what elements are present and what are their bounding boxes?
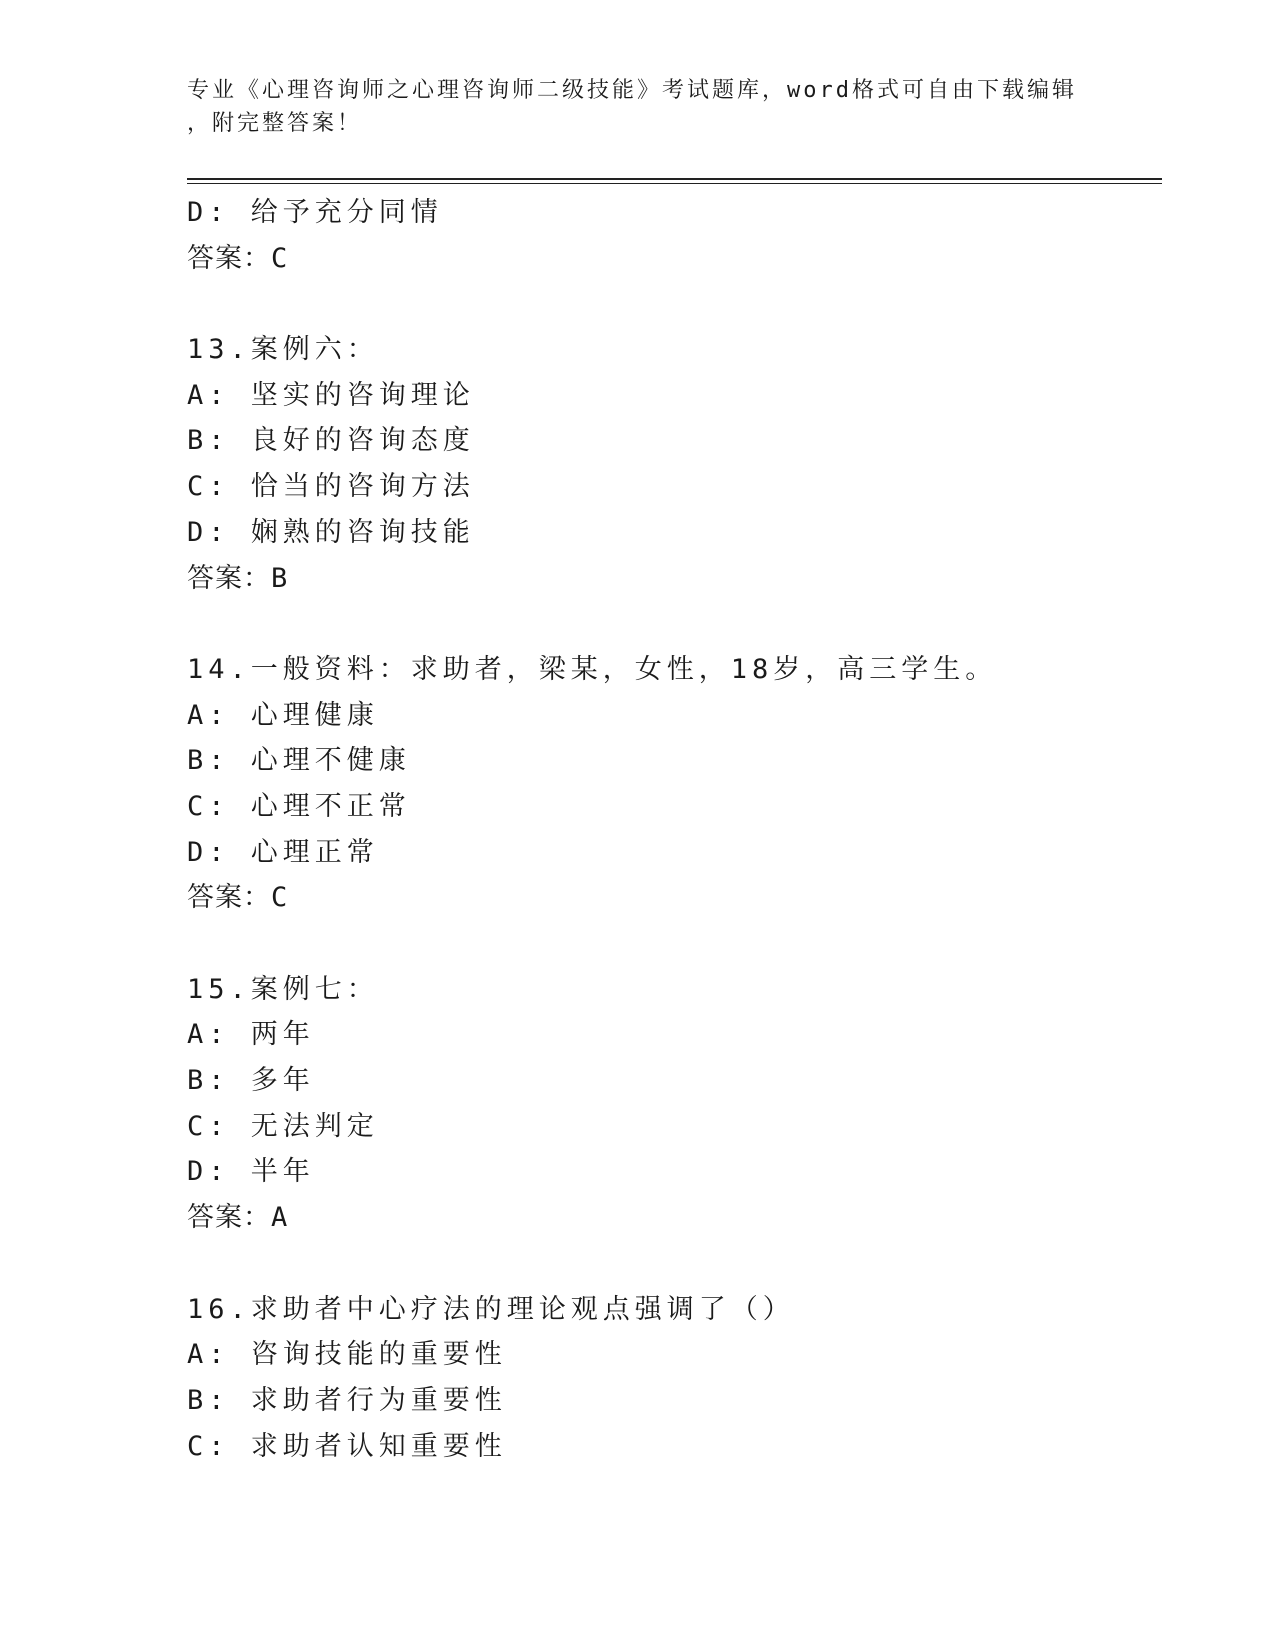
question-text: 13.案例六： [187, 334, 379, 366]
option-c: C: 心理不正常 [187, 790, 411, 822]
answer-value: C [271, 242, 289, 274]
header-divider-thick [187, 178, 1162, 180]
header-divider-thin [187, 183, 1162, 184]
answer-line [187, 556, 1162, 602]
question-block-15 [187, 967, 1162, 1241]
answer-label: 答案： [187, 882, 271, 914]
question-text: 14.一般资料：求助者，梁某，女性，18岁，高三学生。 [187, 653, 998, 685]
answer-value: C [271, 882, 289, 914]
option-a: A: 心理健康 [187, 699, 379, 731]
option-d: D: 半年 [187, 1156, 315, 1188]
question-block-12 [187, 190, 1162, 281]
option-a: A: 坚实的咨询理论 [187, 379, 475, 411]
question-block-14 [187, 647, 1162, 921]
header-title-line-2: ，附完整答案！ [187, 111, 363, 136]
document-header [187, 74, 1077, 140]
option-d: D: 给予充分同情 [187, 197, 443, 228]
answer-label: 答案： [187, 562, 271, 594]
option-c: C: 恰当的咨询方法 [187, 471, 475, 503]
header-title-line-1: 专业《心理咨询师之心理咨询师二级技能》考试题库，word格式可自由下载编辑 [187, 78, 1077, 103]
answer-line [187, 236, 1162, 282]
option-d: D: 心理正常 [187, 836, 379, 868]
question-block-13 [187, 327, 1162, 601]
answer-line [187, 875, 1162, 921]
option-d: D: 娴熟的咨询技能 [187, 516, 475, 548]
question-text: 16.求助者中心疗法的理论观点强调了（） [187, 1293, 795, 1325]
answer-line [187, 1195, 1162, 1241]
answer-value: B [271, 562, 289, 594]
option-b: B: 多年 [187, 1065, 315, 1097]
answer-label: 答案： [187, 1202, 271, 1234]
option-b: B: 心理不健康 [187, 745, 411, 777]
option-b: B: 求助者行为重要性 [187, 1384, 507, 1416]
option-c: C: 求助者认知重要性 [187, 1430, 507, 1462]
answer-label: 答案： [187, 242, 271, 274]
option-c: C: 无法判定 [187, 1110, 379, 1142]
answer-value: A [271, 1202, 289, 1234]
question-list [187, 190, 1162, 1469]
option-b: B: 良好的咨询态度 [187, 425, 475, 457]
option-a: A: 咨询技能的重要性 [187, 1339, 507, 1371]
question-block-16 [187, 1287, 1162, 1470]
question-text: 15.案例七： [187, 973, 379, 1005]
option-a: A: 两年 [187, 1019, 315, 1051]
